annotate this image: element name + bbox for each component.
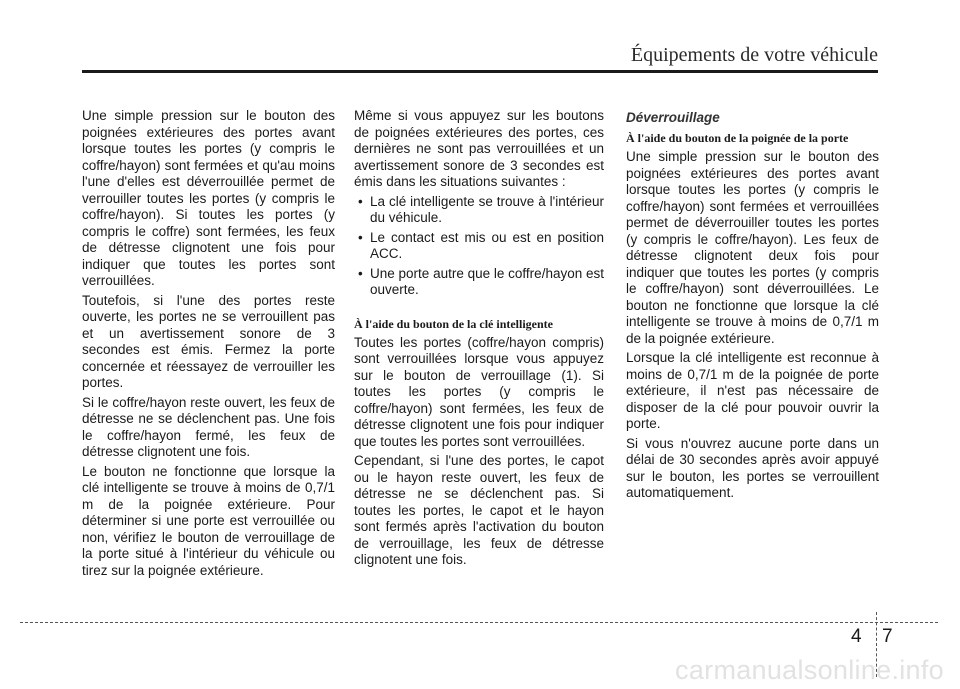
chapter-number: 4	[851, 626, 862, 647]
paragraph: Une simple pression sur le bouton des poignées extérieures des portes avant lorsque toutes les portes (y compris le coffre/hayon) sont fermées et verrouillées permet de déverrouiller toutes les portes (y compris le coffre/hayon). Les feux de détresse clignotent deux fois pour indiquer que toutes les portes (y compris le coffre/hayon) sont déverrouillées. Le bouton ne fonctionne que lorsque la clé intelligente se trouve à moins de 0,7/1 m de la poignée extérieure.	[626, 149, 879, 346]
footer-divider	[20, 622, 938, 623]
paragraph: Cependant, si l'une des portes, le capot ou le hayon reste ouvert, les feux de détresse ne se déclenchent pas. Si toutes les portes, le capot et le hayon sont fermés après l'activation du bouton de verrouillage, les feux de détresse clignotent une fois.	[354, 453, 604, 567]
paragraph: Si le coffre/hayon reste ouvert, les feux de détresse ne se déclenchent pas. Une fois le coffre/hayon fermé, les feux de détresse clignotent une fois.	[82, 394, 335, 459]
list-item	[354, 266, 604, 299]
list-item-text: Une porte autre que le coffre/hayon est ouverte.	[370, 265, 604, 297]
paragraph: Toutes les portes (coffre/hayon compris) sont verrouillées lorsque vous appuyez sur le bouton de verrouillage (1). Si toutes les portes (y compris le coffre/hayon) sont fermées, les feux de détresse clignotent une fois pour indiquer que toutes les portes sont verrouillées.	[354, 334, 604, 449]
paragraph: Même si vous appuyez sur les boutons de poignées extérieures des portes, ces dernières ne sont pas verrouillées et un avertissement sonore de 3 secondes est émis dans les situations suivantes :	[354, 108, 604, 189]
page-number-value: 7	[882, 626, 893, 647]
watermark-text: carmanualsonline.info	[675, 655, 944, 685]
paragraph: Si vous n'ouvrez aucune porte dans un délai de 30 secondes après avoir appuyé sur le bouton, les portes se verrouillent automatiquement.	[626, 435, 879, 500]
bullet-icon: •	[358, 265, 363, 281]
bullet-icon: •	[358, 229, 363, 245]
paragraph: Une simple pression sur le bouton des poignées extérieures des portes avant lorsque toutes les portes (y compris le coffre/hayon) sont fermées et qu'au moins l'une d'elles est déverrouillée permet de verrouiller toutes les portes (y compris le coffre/hayon). Si toutes les portes (y compris le coffre) sont fermées, les feux de détresse clignotent une fois pour indiquer que toutes les portes sont verrouillées.	[82, 108, 335, 288]
conditions-list	[354, 194, 604, 299]
page-header-title: Équipements de votre véhicule	[630, 44, 878, 66]
list-item	[354, 194, 604, 227]
subheading: À l'aide du bouton de la poignée de la porte	[626, 131, 849, 145]
header-divider	[82, 70, 878, 73]
paragraph: Toutefois, si l'une des portes reste ouverte, les portes ne se verrouillent pas et un avertissement sonore de 3 secondes est émis. Fermez la porte concernée et réessayez de verrouiller les portes.	[82, 292, 335, 390]
list-item-text: La clé intelligente se trouve à l'intérieur du véhicule.	[370, 193, 604, 225]
bullet-icon: •	[358, 193, 363, 209]
subheading: À l'aide du bouton de la clé intelligente	[354, 316, 554, 331]
paragraph: Le bouton ne fonctionne que lorsque la clé intelligente se trouve à moins de 0,7/1 m de la poignée extérieure. Pour déterminer si une porte est verrouillée ou non, vérifiez le bouton de verrouillage de la porte situé à l'intérieur du véhicule ou tirez sur la poignée extérieure.	[82, 463, 335, 578]
text-column-1	[82, 108, 335, 582]
list-item-text: Le contact est mis ou est en position ACC.	[370, 229, 604, 261]
text-column-3	[626, 108, 879, 505]
text-column-2	[354, 108, 604, 572]
paragraph: Lorsque la clé intelligente est reconnue à moins de 0,7/1 m de la poignée de porte extérieure, il n'est pas nécessaire de disposer de la clé pour pouvoir ouvrir la porte.	[626, 350, 879, 431]
section-title: Déverrouillage	[626, 110, 720, 125]
list-item	[354, 230, 604, 263]
